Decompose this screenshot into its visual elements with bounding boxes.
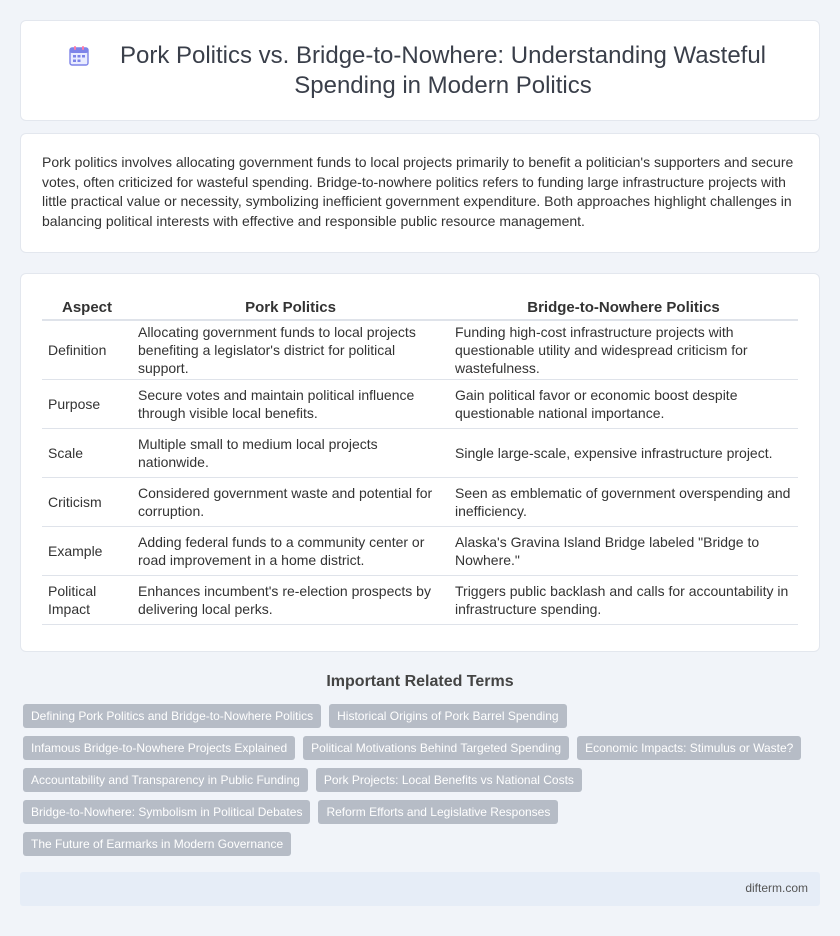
bridge-cell: Gain political favor or economic boost despite questionable national importance. [449,379,798,428]
aspect-cell: Scale [42,428,132,477]
table-header-row [42,296,798,320]
related-term-tag[interactable]: Economic Impacts: Stimulus or Waste? [577,736,801,760]
related-term-tag[interactable]: Infamous Bridge-to-Nowhere Projects Explained [23,736,295,760]
related-term-tag[interactable]: Historical Origins of Pork Barrel Spending [329,704,566,728]
intro-card [20,133,820,253]
pork-cell: Multiple small to medium local projects nationwide. [132,428,449,477]
header-bridge-to-nowhere: Bridge-to-Nowhere Politics [449,296,798,320]
table-row [42,575,798,624]
related-term-tag[interactable]: Bridge-to-Nowhere: Symbolism in Political Debates [23,800,310,824]
footer [20,872,820,906]
related-terms-list [23,704,813,856]
aspect-cell: Definition [42,320,132,379]
comparison-card [20,273,820,652]
related-terms-heading: Important Related Terms [326,673,514,690]
intro-paragraph: Pork politics involves allocating government funds to local projects primarily to benefit a politician's supporters and secure votes, often criticized for wasteful spending. Bridge-to-nowhere politics refers to funding large infrastructure projects with little practical value or necessity, symbolizing inefficient government expenditure. Both approaches highlight challenges in balancing political interests with effective and responsible public resource management. [42,154,794,229]
aspect-cell: Example [42,526,132,575]
table-row [42,320,798,379]
table-row [42,428,798,477]
bridge-cell: Seen as emblematic of government overspending and inefficiency. [449,477,798,526]
pork-cell: Allocating government funds to local projects benefiting a legislator's district for political support. [132,320,449,379]
table-row [42,477,798,526]
related-term-tag[interactable]: Reform Efforts and Legislative Responses [318,800,558,824]
header-content [21,21,819,120]
pork-cell: Secure votes and maintain political influence through visible local benefits. [132,379,449,428]
bridge-cell: Alaska's Gravina Island Bridge labeled "Bridge to Nowhere." [449,526,798,575]
related-term-tag[interactable]: Accountability and Transparency in Public Funding [23,768,308,792]
related-term-tag[interactable]: Political Motivations Behind Targeted Spending [303,736,569,760]
pork-cell: Adding federal funds to a community center or road improvement in a home district. [132,526,449,575]
footer-site-link[interactable]: difterm.com [745,881,808,895]
page-title: Pork Politics vs. Bridge-to-Nowhere: Understanding Wasteful Spending in Modern Politics [119,41,767,99]
header-card [20,20,820,121]
related-term-tag[interactable]: Pork Projects: Local Benefits vs National Costs [316,768,582,792]
table-row [42,526,798,575]
bridge-cell: Funding high-cost infrastructure projects with questionable utility and widespread criticism for wastefulness. [449,320,798,379]
aspect-cell: Criticism [42,477,132,526]
bridge-cell: Single large-scale, expensive infrastructure project. [449,428,798,477]
aspect-cell: Purpose [42,379,132,428]
related-term-tag[interactable]: The Future of Earmarks in Modern Governance [23,832,291,856]
header-aspect: Aspect [42,296,132,320]
table-row [42,379,798,428]
related-term-tag[interactable]: Defining Pork Politics and Bridge-to-Nowhere Politics [23,704,321,728]
calendar-icon [67,44,91,68]
comparison-table [42,296,798,625]
pork-cell: Considered government waste and potential for corruption. [132,477,449,526]
aspect-cell: Political Impact [42,575,132,624]
pork-cell: Enhances incumbent's re-election prospects by delivering local perks. [132,575,449,624]
bridge-cell: Triggers public backlash and calls for accountability in infrastructure spending. [449,575,798,624]
header-pork-politics: Pork Politics [132,296,449,320]
